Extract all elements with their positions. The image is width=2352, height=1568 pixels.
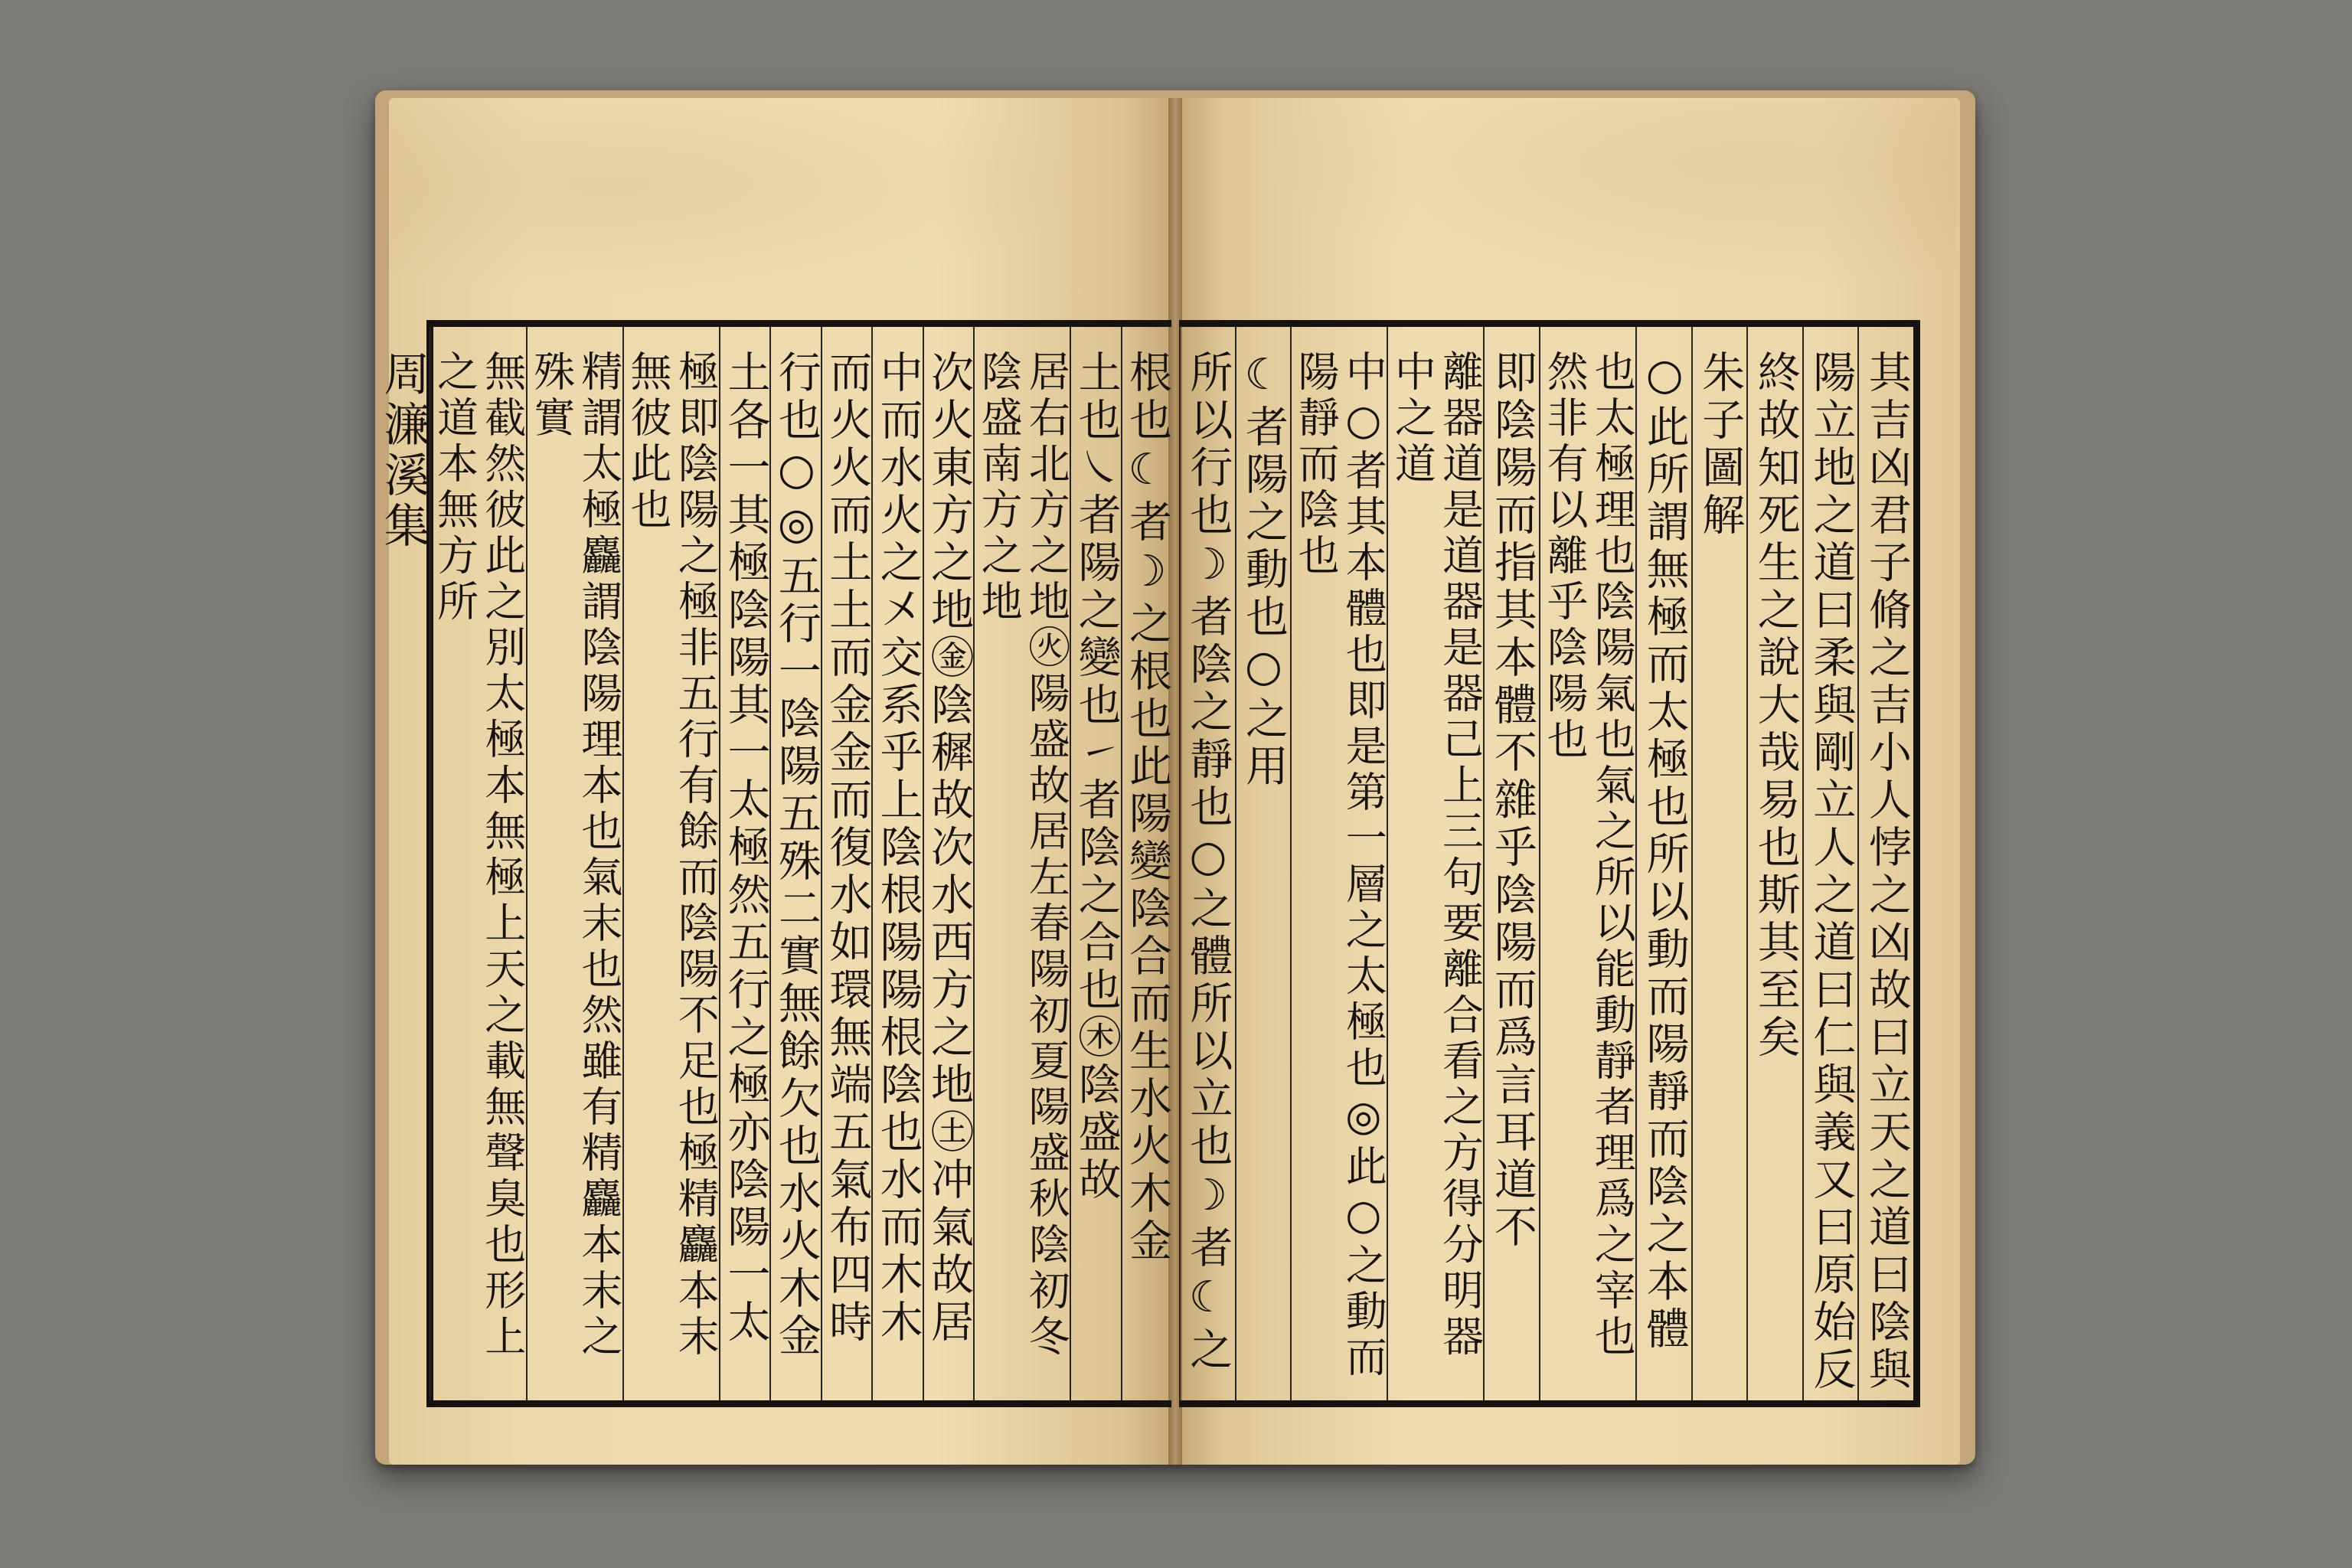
text-column bbox=[1746, 327, 1802, 1400]
text-column bbox=[923, 327, 973, 1400]
text-column bbox=[622, 327, 719, 1400]
column-text: 行也○◎五行一陰陽五殊二實無餘欠也水火木金 bbox=[771, 350, 822, 1361]
text-column bbox=[526, 327, 622, 1400]
column-text: 根也☾者☽之根也此陽變陰合而生水火木金 bbox=[1122, 350, 1172, 1266]
text-column bbox=[1235, 327, 1291, 1400]
text-column bbox=[1387, 327, 1483, 1400]
column-text: 土各一其極陰陽其一太極然五行之極亦陰陽一太 bbox=[720, 350, 771, 1347]
text-column bbox=[821, 327, 871, 1400]
left-page-columns bbox=[376, 327, 1172, 1400]
column-text: 而火火而土土而金金而復水如環無端五氣布四時 bbox=[822, 350, 873, 1347]
column-text: 陽立地之道曰柔與剛立人之道曰仁與義又曰原始反 bbox=[1806, 350, 1857, 1394]
margin-title: 周濂溪集 bbox=[376, 350, 430, 552]
text-column bbox=[430, 327, 526, 1400]
column-text: 終故知死生之說大哉易也斯其至矣 bbox=[1750, 350, 1801, 1062]
column-text: 土也㇏者陽之變也㇀者陰之合也㊍陰盛故 bbox=[1071, 350, 1122, 1204]
column-text: ○此所謂無極而太極也所以動而陽靜而陰之本體 bbox=[1639, 350, 1690, 1354]
text-column bbox=[1539, 327, 1635, 1400]
right-page-columns bbox=[1179, 327, 1913, 1400]
column-text: 居右北方之地㊋陽盛故居左春陽初夏陽盛秋陰初冬陰盛南方之地 bbox=[975, 350, 1071, 1361]
text-column bbox=[1857, 327, 1913, 1400]
column-text: 其吉凶君子脩之吉小人悖之凶故曰立天之道曰陰與 bbox=[1861, 350, 1912, 1394]
margin-title-column bbox=[377, 327, 430, 1400]
column-text: 即陰陽而指其本體不雜乎陰陽而爲言耳道不 bbox=[1487, 350, 1537, 1252]
column-text: 也太極理也陰陽氣也氣之所以能動靜者理爲之宰也然非有以離乎陰陽也 bbox=[1540, 350, 1637, 1361]
column-text: 所以行也☽者陰之靜也○之體所以立也☽者☾之 bbox=[1183, 350, 1233, 1374]
text-column bbox=[871, 327, 922, 1400]
text-column bbox=[1121, 327, 1171, 1400]
column-text: 次火東方之地㊎陰穉故次水西方之地㊏冲氣故居 bbox=[924, 350, 975, 1347]
text-column bbox=[973, 327, 1070, 1400]
left-page-frame bbox=[376, 320, 1172, 1407]
text-column bbox=[1290, 327, 1387, 1400]
column-text: 極即陰陽之極非五行有餘而陰陽不足也極精麤本末無彼此也 bbox=[623, 350, 720, 1361]
text-column bbox=[769, 327, 820, 1400]
text-column bbox=[1179, 327, 1235, 1400]
text-column bbox=[1635, 327, 1691, 1400]
column-text: 朱子圖解 bbox=[1695, 350, 1746, 540]
text-column bbox=[1691, 327, 1747, 1400]
text-column bbox=[1483, 327, 1539, 1400]
column-text: 中○者其本體也即是第一層之太極也◎此○之動而陽靜而陰也 bbox=[1292, 350, 1388, 1381]
column-text: 離器道是道器是器己上三句要離合看之方得分明器中之道 bbox=[1388, 350, 1485, 1361]
column-text: 精謂太極麤謂陰陽理本也氣末也然雖有精麤本末之殊實 bbox=[527, 350, 623, 1361]
right-page-frame bbox=[1179, 320, 1920, 1407]
column-text: 無截然彼此之別太極本無極上天之載無聲臭也形上之道本無方所 bbox=[430, 350, 527, 1361]
column-text: 中而水火之㐅交系乎上陰根陽陽根陰也水而木木 bbox=[873, 350, 923, 1347]
column-text: ☾者陽之動也○之用 bbox=[1238, 350, 1289, 791]
text-column bbox=[1802, 327, 1858, 1400]
text-column bbox=[1070, 327, 1120, 1400]
text-column bbox=[719, 327, 769, 1400]
